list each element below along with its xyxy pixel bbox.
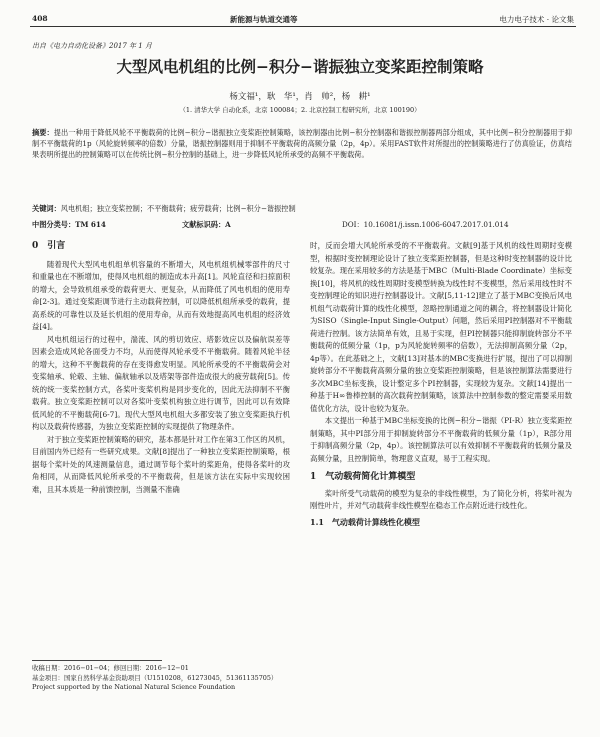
page-number: 408 [32, 14, 48, 23]
abstract-text: 提出一种用于降低风轮不平衡载荷的比例−积分−谐振独立变桨距控制策略，该控制器由比例−积分控制器和谐振控制器两部分组成，其中比例−积分控制器用于抑制不平衡载荷的1p（风轮旋转频率的倍数）分量，谐振控制器则用于抑制不平衡载荷的高频分量（2p，4p）。采用FAST软件对所提出的控制策略进行了仿真验证，仿真结果表明所提出的控制策略可以在传统比例−积分控制的基础上，进一步降低风轮所承受的高频不平衡载荷。 [32, 128, 572, 160]
abstract-label: 摘要： [32, 128, 54, 137]
paper-title: 大型风电机组的比例−积分−谐振独立变桨距控制策略 [116, 57, 484, 76]
section-0-heading: 0 引言 [32, 241, 66, 251]
paragraph: 本文提出一种基于MBC坐标变换的比例−积分−谐振（PI-R）独立变桨距控制策略，其中PI部分用于抑制旋转部分不平衡载荷的低频分量（1p），R部分用于抑制高频分量（2p，4p）。该控制算法可以有效抑制不平衡载荷的低频分量及高频分量，且控制简单，物理意义直观，易于工程实现。 [310, 416, 572, 463]
paragraph: 桨叶所受气动载荷的模型为复杂的非线性模型，为了简化分析，将桨叶视为刚性叶片，并对气动载荷非线性模型在稳态工作点附近进行线性化。 [310, 488, 572, 510]
abstract [32, 127, 572, 161]
citation: 出自《电力自动化设备》2017 年 1 月 [32, 42, 152, 50]
paragraph: 时，反而会增大风轮所承受的不平衡载荷。文献[9]基于风机的线性周期时变模型，根据时变控制理论设计了独立变桨距控制器，但是这种时变控制器的设计比较复杂。现在采用较多的方法是基于MBC（Multi-Blade Coordinate）坐标变换[10]，将风机的线性周期时变模型转换为线性时不变模型，然后采用线性时不变控制理论的知识进行控制器设计。文献[5,11-12]建立了基于MBC变换后风电机组气动载荷计算的线性化模型，忽略控制通道之间的耦合，将控制器设计简化为SISO（Single-Input Single-Output）问题，然后采用PI控制器对不平衡载荷进行控制。该方法简单有效，且易于实现，但PI控制器只能抑制旋转部分不平衡载荷的低频分量（1p，p为风轮旋转频率的倍数），无法抑制高频分量（2p，4p等）。在此基础之上，文献[13]对基本的MBC变换进行扩展，提出了可以抑制旋转部分不平衡载荷高频分量的独立变桨距控制策略，但是该控制算法需要进行多次MBC坐标变换，设计整定多个PI控制器，实现较为复杂。文献[14]提出一种基于H∞鲁棒控制的高次载荷控制策略，该算法中控制参数的整定需要采用数值优化方法，设计也较为复杂。 [310, 241, 572, 413]
footnote-rule [32, 660, 162, 661]
doi: DOI：10.16081/j.issn.1006-6047.2017.01.014 [342, 220, 509, 229]
keywords [32, 204, 572, 214]
right-column [310, 240, 572, 528]
left-column [32, 240, 290, 496]
header-right: 电力电子技术 · 论文集 [499, 15, 574, 24]
header-rule [30, 26, 576, 27]
section-1-1-heading: 1.1 气动载荷计算线性化模型 [310, 516, 420, 527]
affiliation: （1. 清华大学 自动化系，北京 100084；2. 北京控制工程研究所，北京 100190） [179, 106, 421, 114]
paragraph: 风电机组运行的过程中，湍流、风的剪切效应、塔影效应以及偏航误差等因素会造成风轮各面受力不均，从而使得风轮承受不平衡载荷。随着风轮半径的增大，这种不平衡载荷的存在变得愈发明显。风轮所承受的不平衡载荷会对变桨轴承、轮毂、主轴、偏航轴承以及塔架等部件造成很大的疲劳载荷[5]。传统的统一变桨控制方式，各桨叶变桨机构是同步变化的，因此无法抑制不平衡载荷。独立变桨距控制可以对各桨叶变桨机构独立进行调节，因此可以有效降低风轮的不平衡载荷[6-7]。现代大型风电机组大多都安装了独立变桨距执行机构以及载荷传感器，为独立变桨距控制的实现提供了物理条件。 [32, 334, 290, 431]
keywords-text: 风电机组；独立变桨控制；不平衡载荷；疲劳载荷；比例−积分−谐振控制 [60, 204, 296, 213]
clc-number: 中图分类号：TM 614 [32, 220, 106, 229]
footnote [32, 664, 282, 693]
journal-header: 新能源与轨道交通等 [230, 15, 298, 24]
received-date: 收稿日期：2016−01−04；修回日期：2016−12−01 [32, 664, 189, 672]
keywords-label: 关键词： [32, 204, 61, 213]
fund-info-en: Project supported by the National Natural Science Foundation [32, 683, 236, 691]
paragraph: 随着现代大型风电机组单机容量的不断增大，风电机组机械零部件的尺寸和重量也在不断增加，使得风电机组的制造成本升高[1]。风轮直径和扫掠面积的增大，会导致机组承受的载荷更大、更复杂，从而降低了风电机组的使用寿命[2-3]。通过变桨距调节进行主动载荷控制，可以降低机组所承受的载荷，提高系统的可靠性以及延长机组的使用寿命，从而有效地提高风电机组的经济效益[4]。 [32, 259, 290, 331]
authors: 杨文福¹，耿 华¹，肖 帅²，杨 耕¹ [229, 92, 371, 102]
document-code: 文献标识码：A [182, 220, 231, 229]
paragraph: 对于独立变桨距控制策略的研究，基本都是针对工作在第3工作区的风机，目前国内外已经有一些研究成果。文献[8]提出了一种独立变桨距控制策略，根据每个桨叶处的风速测量信息，通过调节每个桨叶的桨距角，使得各桨叶的攻角相同，从而降低风轮所承受的不平衡载荷，但是该方法在实际中实现较困难，且其本质是一种前馈控制，当测量不准确 [32, 434, 290, 494]
fund-info: 基金项目：国家自然科学基金资助项目（U1510208，61273045，51361135705） [32, 673, 278, 682]
section-1-heading: 1 气动载荷简化计算模型 [310, 472, 416, 482]
